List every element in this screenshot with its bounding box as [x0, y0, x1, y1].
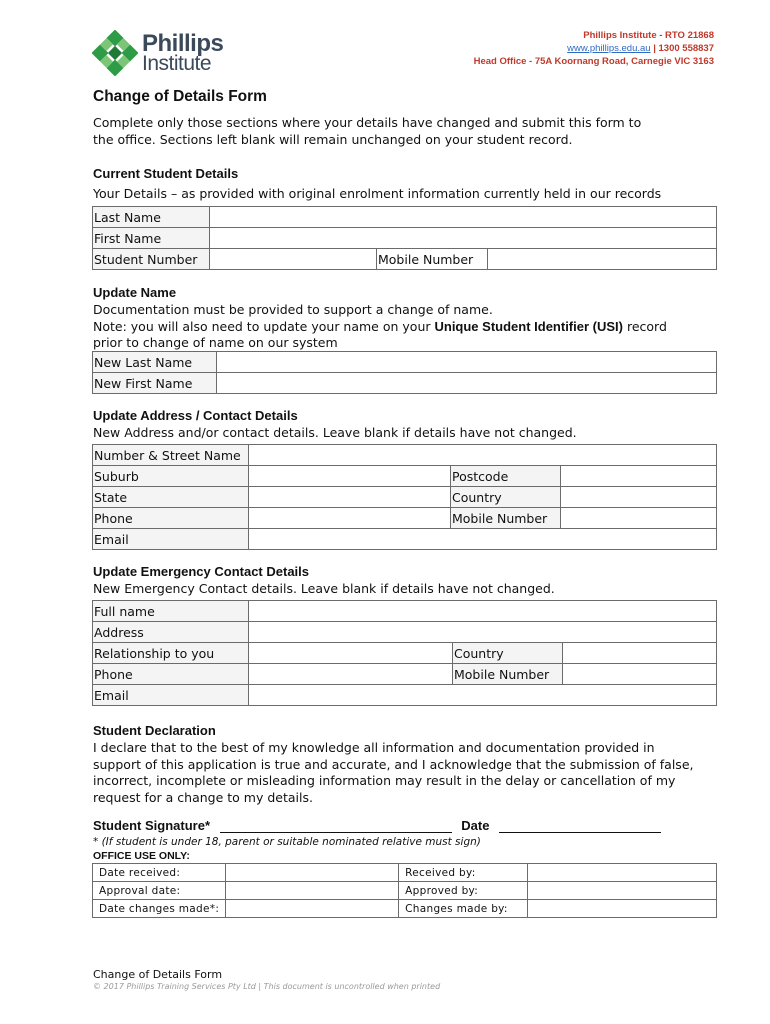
declaration-line-2: support of this application is true and accurate, and I acknowledge that the submission of false, [93, 756, 694, 772]
update-address-subtitle: New Address and/or contact details. Leave blank if details have not changed. [93, 425, 577, 440]
country-label: Country [451, 487, 561, 508]
emergency-address-label: Address [93, 622, 249, 643]
head-office-address: Head Office - 75A Koornang Road, Carnegie VIC 3163 [473, 56, 714, 67]
new-last-name-label: New Last Name [93, 352, 217, 373]
table-row [93, 900, 717, 918]
student-number-label: Student Number [93, 249, 210, 270]
logo-word-institute: Institute [142, 52, 212, 75]
emergency-country-label: Country [453, 643, 563, 664]
received-by-field[interactable] [528, 864, 717, 882]
table-row [93, 685, 717, 706]
update-name-table [92, 351, 717, 394]
current-details-heading: Current Student Details [93, 166, 239, 181]
emergency-address-field[interactable] [249, 622, 717, 643]
student-number-field[interactable] [210, 249, 377, 270]
email-label: Email [93, 529, 249, 550]
current-details-table [92, 206, 717, 270]
table-row [93, 864, 717, 882]
usi-note-post: record [622, 318, 667, 334]
phone-number: 1300 558837 [658, 43, 714, 54]
emergency-phone-label: Phone [93, 664, 249, 685]
date-line[interactable] [499, 819, 661, 833]
update-name-line-3: prior to change of name on our system [93, 335, 338, 350]
footer-copyright: © 2017 Phillips Training Services Pty Ltd | This document is uncontrolled when printed [93, 982, 441, 991]
phone-field[interactable] [249, 508, 451, 529]
update-name-heading: Update Name [93, 285, 177, 300]
emergency-full-name-field[interactable] [249, 601, 717, 622]
phone-label: Phone [93, 508, 249, 529]
intro-line-1: Complete only those sections where your details have changed and submit this form to [93, 115, 642, 130]
emergency-subtitle: New Emergency Contact details. Leave blank if details have not changed. [93, 581, 555, 596]
emergency-phone-field[interactable] [249, 664, 453, 685]
approved-by-label: Approved by: [399, 882, 528, 900]
signature-footnote: * (If student is under 18, parent or suitable nominated relative must sign) [93, 836, 481, 848]
postcode-field[interactable] [561, 466, 717, 487]
table-row [93, 207, 717, 228]
state-label: State [93, 487, 249, 508]
update-address-heading: Update Address / Contact Details [93, 408, 298, 423]
contact-separator: | [650, 43, 659, 54]
postcode-label: Postcode [451, 466, 561, 487]
update-name-line-2 [93, 319, 667, 336]
received-by-label: Received by: [399, 864, 528, 882]
office-use-title: OFFICE USE ONLY: [93, 850, 190, 862]
approval-date-label: Approval date: [93, 882, 226, 900]
phillips-logo [92, 30, 232, 75]
intro-text [93, 115, 641, 148]
usi-note-pre: Note: you will also need to update your name on your [93, 318, 435, 334]
intro-line-2: the office. Sections left blank will remain unchanged on your student record. [93, 131, 573, 147]
date-received-field[interactable] [226, 864, 399, 882]
suburb-field[interactable] [249, 466, 451, 487]
signature-row [93, 818, 661, 833]
address-mobile-label: Mobile Number [451, 508, 561, 529]
approved-by-field[interactable] [528, 882, 717, 900]
state-field[interactable] [249, 487, 451, 508]
emergency-email-field[interactable] [249, 685, 717, 706]
table-row [93, 529, 717, 550]
emergency-country-field[interactable] [563, 643, 717, 664]
street-label: Number & Street Name [93, 445, 249, 466]
logo-word-phillips: Phillips [142, 30, 224, 57]
emergency-email-label: Email [93, 685, 249, 706]
emergency-mobile-label: Mobile Number [453, 664, 563, 685]
emergency-mobile-field[interactable] [563, 664, 717, 685]
declaration-heading: Student Declaration [93, 723, 216, 738]
last-name-label: Last Name [93, 207, 210, 228]
table-row [93, 622, 717, 643]
footer-title: Change of Details Form [93, 968, 223, 981]
mobile-number-field[interactable] [488, 249, 717, 270]
table-row [93, 228, 717, 249]
approval-date-field[interactable] [226, 882, 399, 900]
emergency-table [92, 600, 717, 706]
update-address-table [92, 444, 717, 550]
changes-made-by-field[interactable] [528, 900, 717, 918]
page-title: Change of Details Form [93, 88, 267, 105]
table-row [93, 352, 717, 373]
suburb-label: Suburb [93, 466, 249, 487]
table-row [93, 664, 717, 685]
changes-made-by-label: Changes made by: [399, 900, 528, 918]
table-row [93, 508, 717, 529]
relationship-field[interactable] [249, 643, 453, 664]
table-row [93, 487, 717, 508]
street-field[interactable] [249, 445, 717, 466]
new-last-name-field[interactable] [217, 352, 717, 373]
table-row [93, 249, 717, 270]
relationship-label: Relationship to you [93, 643, 249, 664]
table-row [93, 373, 717, 394]
contact-line [474, 42, 714, 55]
emergency-full-name-label: Full name [93, 601, 249, 622]
signature-label: Student Signature* [93, 818, 211, 833]
first-name-field[interactable] [210, 228, 717, 249]
new-first-name-label: New First Name [93, 373, 217, 394]
current-details-subtitle: Your Details – as provided with original enrolment information currently held in our records [93, 186, 662, 201]
first-name-label: First Name [93, 228, 210, 249]
declaration-line-4: request for a change to my details. [93, 789, 313, 805]
date-changes-made-label: Date changes made*: [93, 900, 226, 918]
update-name-line-1: Documentation must be provided to support a change of name. [93, 302, 493, 317]
usi-term: Unique Student Identifier (USI) [434, 318, 623, 334]
table-row [93, 601, 717, 622]
table-row [93, 643, 717, 664]
email-field[interactable] [249, 529, 717, 550]
signature-line[interactable] [220, 819, 452, 833]
logo-mark-icon [92, 30, 138, 76]
table-row [93, 882, 717, 900]
update-name-text [93, 302, 667, 352]
header-contact [474, 29, 714, 68]
declaration-line-3: incorrect, incomplete or misleading information may result in the delay or cancellation of my [93, 773, 676, 788]
declaration-line-1: I declare that to the best of my knowledge all information and documentation provided in [93, 740, 655, 755]
date-received-label: Date received: [93, 864, 226, 882]
address-mobile-field[interactable] [561, 508, 717, 529]
last-name-field[interactable] [210, 207, 717, 228]
org-line: Phillips Institute - RTO 21868 [583, 30, 714, 41]
mobile-number-label: Mobile Number [377, 249, 488, 270]
table-row [93, 466, 717, 487]
office-use-table [92, 863, 717, 918]
table-row [93, 445, 717, 466]
website-link[interactable]: www.phillips.edu.au [567, 43, 651, 54]
new-first-name-field[interactable] [217, 373, 717, 394]
declaration-text [93, 740, 693, 806]
country-field[interactable] [561, 487, 717, 508]
emergency-heading: Update Emergency Contact Details [93, 564, 310, 579]
date-changes-made-field[interactable] [226, 900, 399, 918]
date-label: Date [461, 818, 490, 833]
